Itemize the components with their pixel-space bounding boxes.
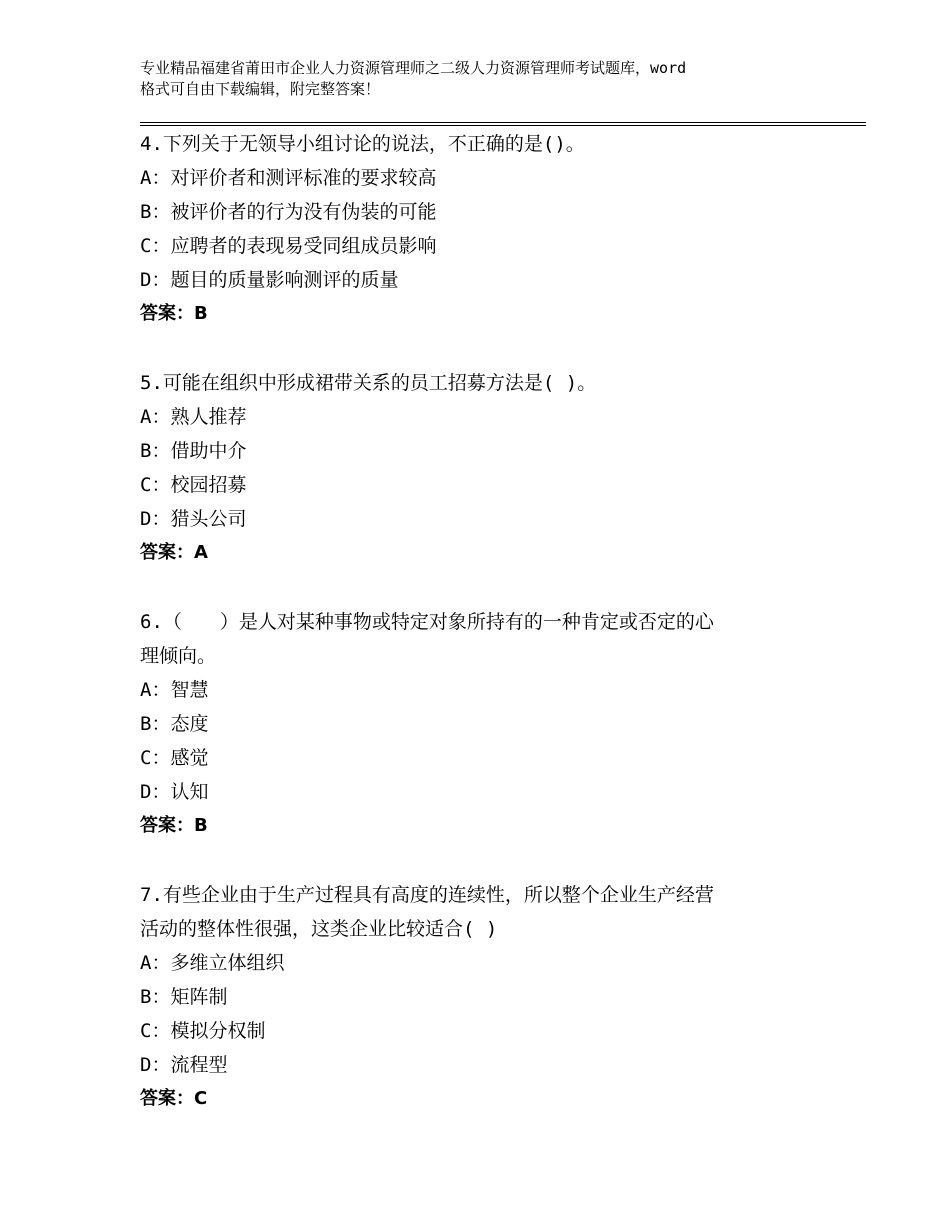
option-a: A：智慧 [140,679,209,701]
header-rule-top [140,122,866,123]
header-line-2: 格式可自由下载编辑，附完整答案！ [140,80,381,98]
option-c: C：应聘者的表现易受同组成员影响 [140,235,437,257]
answer: 答案：B [140,303,208,324]
question-5 [140,366,820,570]
question-stem-line-2: 活动的整体性很强，这类企业比较适合( ) [140,918,498,940]
question-stem: 4.下列关于无领导小组讨论的说法，不正确的是()。 [140,133,585,155]
question-7 [140,878,820,1116]
option-b: B：态度 [140,713,209,735]
header-rule-bottom [140,125,866,126]
option-c: C：感觉 [140,747,209,769]
option-b: B：矩阵制 [140,986,228,1008]
option-d: D：认知 [140,781,209,803]
question-stem-line-2: 理倾向。 [140,645,217,667]
answer: 答案：C [140,1088,208,1109]
header-line-1: 专业精品福建省莆田市企业人力资源管理师之二级人力资源管理师考试题库，word [140,59,687,77]
option-d: D：流程型 [140,1054,228,1076]
answer: 答案：A [140,542,208,563]
option-b: B：被评价者的行为没有伪装的可能 [140,201,437,223]
question-stem-line-1: 6.（ ）是人对某种事物或特定对象所持有的一种肯定或否定的心 [140,611,714,633]
question-4 [140,127,820,331]
option-a: A：熟人推荐 [140,406,247,428]
document-header [140,58,830,100]
question-stem: 5.可能在组织中形成裙带关系的员工招募方法是( )。 [140,372,597,394]
option-b: B：借助中介 [140,440,247,462]
answer: 答案：B [140,815,208,836]
option-c: C：模拟分权制 [140,1020,266,1042]
option-a: A：对评价者和测评标准的要求较高 [140,167,437,189]
option-d: D：题目的质量影响测评的质量 [140,269,399,291]
question-stem-line-1: 7.有些企业由于生产过程具有高度的连续性，所以整个企业生产经营 [140,884,714,906]
option-a: A：多维立体组织 [140,952,285,974]
option-d: D：猎头公司 [140,508,247,530]
option-c: C：校园招募 [140,474,247,496]
question-6 [140,605,820,843]
